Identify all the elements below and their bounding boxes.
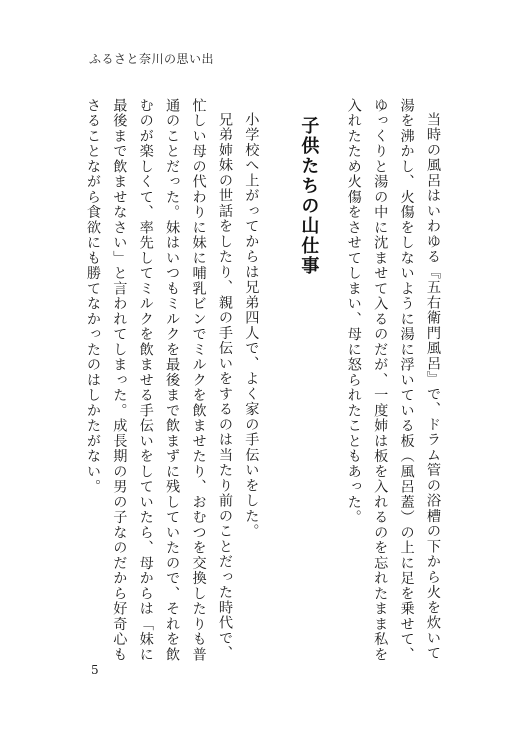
body-text: [58, 98, 446, 663]
running-header: ふるさと奈川の思い出: [89, 52, 215, 66]
paragraph: 当時の風呂はいわゆる『五右衛門風呂』で、ドラム管の浴槽の下から火を炊いて湯を沸かし、火傷をしないように湯に浮いている板（風呂蓋）の上に足を乗せて、ゆっくりと湯の中に沈ませて入るのだが、一度姉は板を入れるのを忘れたまま私を入れたため火傷をさせてしまい、母に怒られたこともあった。: [345, 98, 441, 663]
section-heading: 子供たちの山仕事: [298, 116, 320, 276]
paragraph: 兄弟姉妹の世話をしたり、親の手伝いをするのは当たり前のことだった時代で、忙しい母の代わりに妹に哺乳ビンでミルクを飲ませたり、おむつを交換したりも普通のことだった。妹はいつもミルクを最後まで飲まずに残していたので、それを飲むのが楽しくて、率先してミルクを飲ませる手伝いをしていたら、母からは「妹に最後まで飲ませなさい」と言われてしまった。成長期の男の子なのだから好奇心もさることながら食欲にも勝てなかったのはしかたがない。: [84, 98, 233, 663]
paragraph: 小学校へ上がってからは兄弟四人で、よく家の手伝いをした。: [243, 112, 260, 540]
page-number: 5: [91, 663, 99, 677]
